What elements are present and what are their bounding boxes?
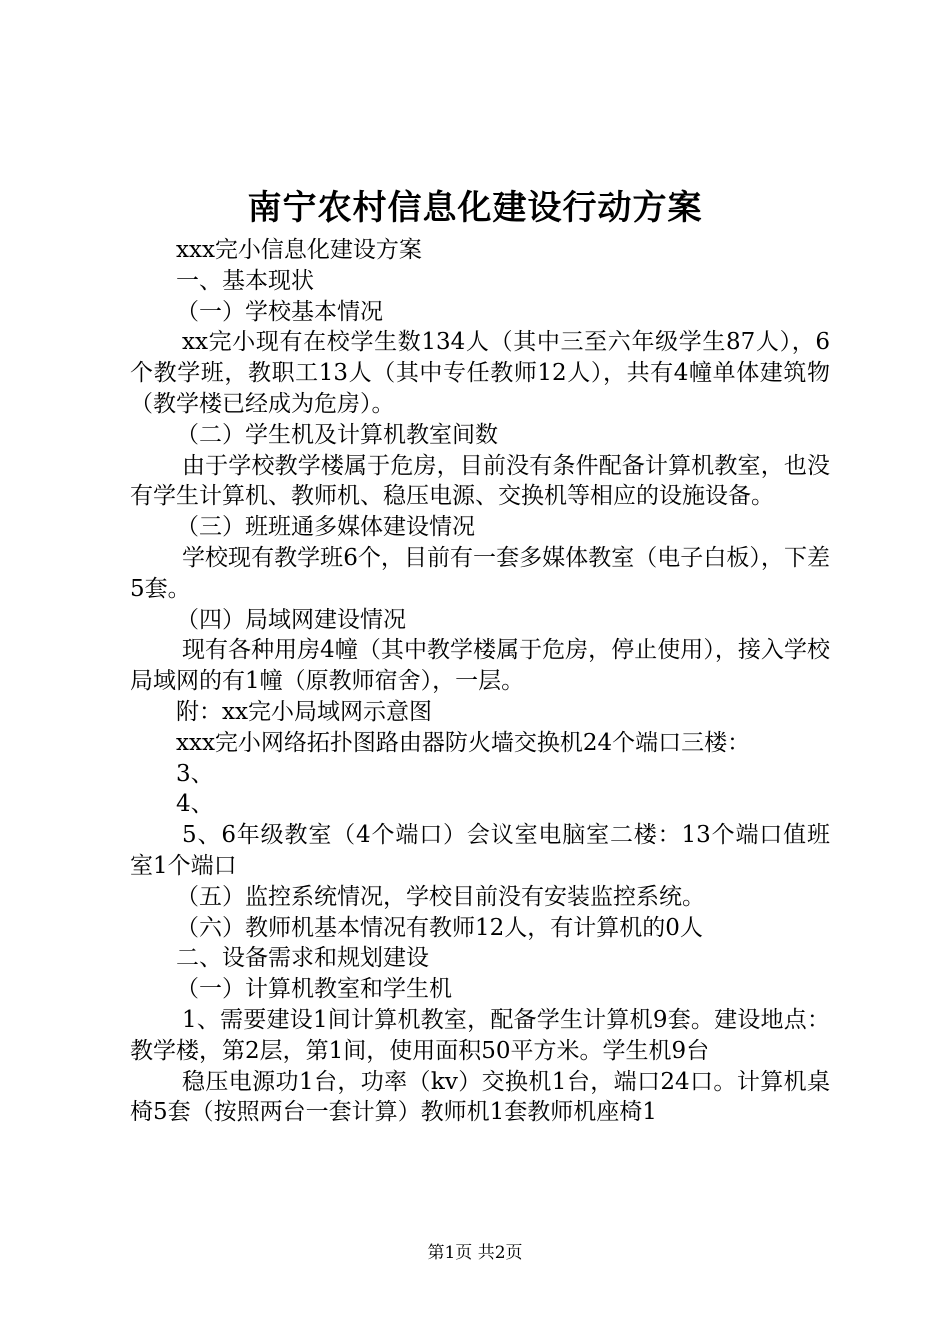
paragraph-network-topology: xxx完小网络拓扑图路由器防火墙交换机24个端口三楼： [176,729,751,756]
paragraph-lan: 现有各种用房4幢（其中教学楼属于危房，停止使用），接入学校局域网的有1幢（原教师宿舍），一层。 [130,637,830,695]
page-footer: 第1页 共2页 [427,1243,523,1263]
paragraph-school-info: xx完小现有在校学生数134人（其中三至六年级学生87人），6个教学班，教职工13人（其中专任教师12人），共有4幢单体建筑物（教学楼已经成为危房）。 [130,329,830,417]
subsection-heading-computer-lab: （一）计算机教室和学生机 [176,976,452,1003]
section-heading-equipment-needs: 二、设备需求和规划建设 [176,945,429,972]
subsection-heading-lan: （四）局域网建设情况 [176,606,406,633]
paragraph-item-5: 5、6年级教室（4个端口）会议室电脑室二楼：13个端口值班室1个端口 [130,822,830,879]
paragraph-equipment-list: 稳压电源功1台，功率（kv）交换机1台，端口24口。计算机桌椅5套（按照两台一套计算）教师机1套教师机座椅1 [130,1068,830,1126]
subsection-heading-computer-rooms: （二）学生机及计算机教室间数 [176,421,498,448]
paragraph-multimedia: 学校现有教学班6个，目前有一套多媒体教室（电子白板），下差5套。 [130,544,830,602]
document-title: 南宁农村信息化建设行动方案 [247,188,703,228]
subsection-heading-monitoring: （五）监控系统情况，学校目前没有安装监控系统。 [176,883,705,910]
subsection-heading-school-info: （一）学校基本情况 [176,298,383,325]
document-body [130,235,830,1128]
paragraph-item-3: 3、 [176,760,214,787]
paragraph-computer-rooms: 由于学校教学楼属于危房，目前没有条件配备计算机教室，也没有学生计算机、教师机、稳压电源、交换机等相应的设施设备。 [130,452,830,510]
paragraph-lab-plan: 1、需要建设1间计算机教室，配备学生计算机9套。建设地点：教学楼，第2层，第1间，使用面积50平方米。学生机9台 [130,1006,830,1064]
subsection-heading-teacher-computers: （六）教师机基本情况有教师12人，有计算机的0人 [176,914,703,941]
subsection-heading-multimedia: （三）班班通多媒体建设情况 [176,514,475,541]
section-heading-basic-status: 一、基本现状 [176,267,314,294]
paragraph-plan-heading: xxx完小信息化建设方案 [176,237,422,263]
paragraph-item-4: 4、 [176,791,214,818]
paragraph-lan-diagram-note: 附：xx完小局域网示意图 [176,698,432,725]
